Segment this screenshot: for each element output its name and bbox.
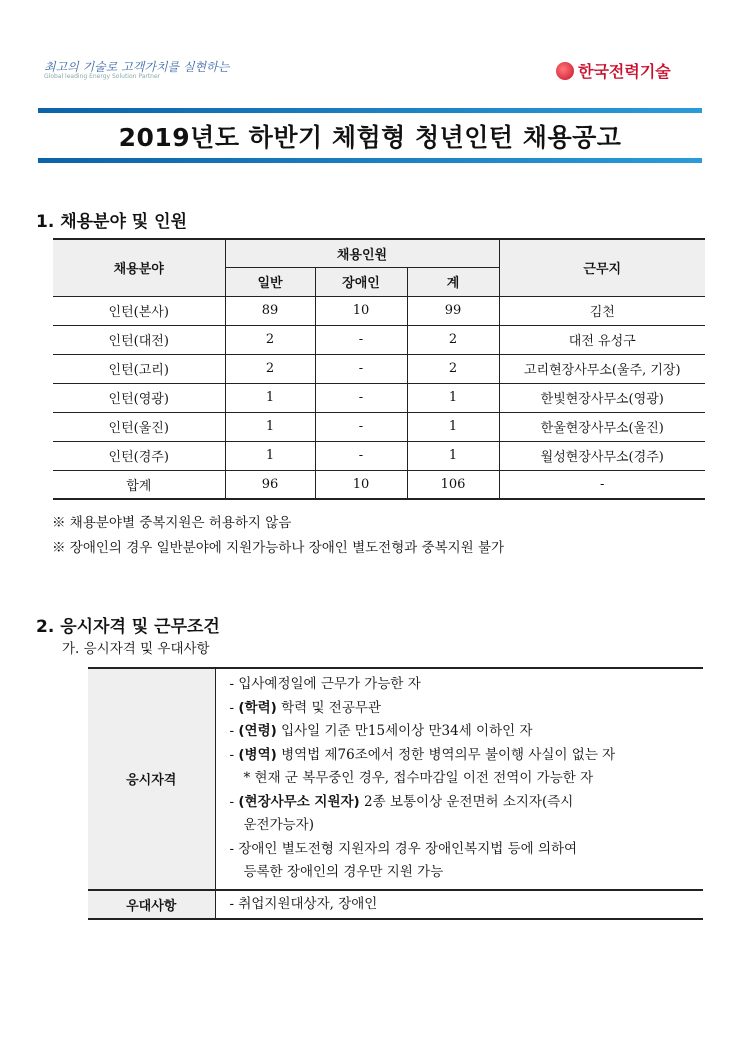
cell-general: 1 [225, 383, 315, 412]
qualification-item [230, 838, 704, 862]
qualification-text: 등록한 장애인의 경우만 지원 가능 [243, 864, 444, 880]
table-row [53, 383, 705, 412]
cell-disabled: - [315, 383, 407, 412]
qualification-item: - (연령) 입사일 기준 만15세이상 만34세 이하인 자 [229, 723, 533, 739]
cell-location: 한빛현장사무소(영광) [499, 383, 705, 412]
qualification-list [215, 668, 703, 890]
qualification-item: - (병역) 병역법 제76조에서 정한 병역의무 불이행 사실이 없는 자 [229, 746, 616, 763]
qualification-text: * 현재 군 복무중인 경우, 접수마감일 이전 전역이 가능한 자 [243, 770, 594, 786]
header-recruit: 채용인원 [225, 239, 499, 267]
qualification-label: 응시자격 [88, 668, 215, 890]
cell-total: 99 [407, 296, 499, 325]
cell-general: 1 [225, 412, 315, 441]
table-row [53, 296, 705, 325]
cell-total: 1 [407, 412, 499, 441]
cell-total: 1 [407, 383, 499, 412]
section2-heading: 2. 응시자격 및 근무조건 [36, 617, 220, 637]
table-row [53, 325, 705, 354]
qualification-item [230, 814, 704, 838]
table-row [53, 412, 705, 441]
table-row [53, 441, 705, 470]
header-total: 계 [407, 267, 499, 296]
qualification-text: - 입사예정일에 근무가 가능한 자 [229, 676, 421, 692]
preference-label: 우대사항 [88, 890, 215, 920]
qualification-text: 병역법 제76조에서 정한 병역의무 불이행 사실이 없는 자 [276, 746, 616, 763]
qualification-keyword: (연령) [238, 723, 277, 739]
cell-location: 고리현장사무소(울주, 기장) [499, 354, 705, 383]
cell-total: 1 [407, 441, 499, 470]
cell-field: 합계 [53, 470, 225, 499]
note-1: ※ 채용분야별 중복지원은 허용하지 않음 [52, 515, 292, 531]
section2-subheading: 가. 응시자격 및 우대사항 [62, 641, 210, 657]
cell-general: 1 [225, 441, 315, 470]
cell-field: 인턴(울진) [53, 412, 225, 441]
cell-general: 89 [225, 296, 315, 325]
qualification-table [88, 667, 703, 920]
qualification-keyword: (학력) [238, 699, 277, 716]
qualification-keyword: (병역) [238, 746, 277, 763]
qualification-text: 학력 및 전공무관 [276, 699, 381, 716]
cell-disabled: 10 [315, 470, 407, 499]
cell-location: 대전 유성구 [499, 325, 705, 354]
qualification-text: 2종 보통이상 운전면허 소지자(즉시 [359, 793, 574, 810]
cell-field: 인턴(본사) [53, 296, 225, 325]
table-row [53, 354, 705, 383]
cell-location: 한울현장사무소(울진) [499, 412, 705, 441]
cell-location: 월성현장사무소(경주) [499, 441, 705, 470]
qualification-item [230, 767, 704, 791]
table-row [53, 470, 705, 499]
header-field: 채용분야 [53, 239, 225, 296]
company-name: 한국전력기술 [578, 62, 671, 81]
cell-field: 인턴(고리) [53, 354, 225, 383]
section1-heading: 1. 채용분야 및 인원 [36, 212, 187, 232]
cell-location: - [499, 470, 705, 499]
qualification-text: - 장애인 별도전형 지원자의 경우 장애인복지법 등에 의하여 [229, 840, 578, 857]
qualification-text: 운전가능자) [243, 817, 314, 833]
company-logo [556, 59, 671, 82]
note-2: ※ 장애인의 경우 일반분야에 지원가능하나 장애인 별도전형과 중복지원 불가 [52, 540, 505, 556]
cell-disabled: - [315, 325, 407, 354]
preference-text: - 취업지원대상자, 장애인 [215, 890, 703, 920]
cell-general: 2 [225, 325, 315, 354]
recruitment-table [53, 238, 705, 500]
cell-field: 인턴(대전) [53, 325, 225, 354]
slogan-subtitle: Global leading Energy Solution Partner [44, 73, 161, 80]
page-title: 2019년도 하반기 체험형 청년인턴 채용공고 [118, 123, 622, 152]
header-general: 일반 [225, 267, 315, 296]
qualification-text: 입사일 기준 만15세이상 만34세 이하인 자 [276, 723, 533, 739]
qualification-keyword: (현장사무소 지원자) [238, 793, 360, 810]
cell-total: 2 [407, 354, 499, 383]
title-rule-top [38, 108, 702, 113]
cell-field: 인턴(영광) [53, 383, 225, 412]
logo-mark-icon [556, 62, 574, 80]
qualification-item [230, 861, 704, 885]
slogan-logo: 최고의 기술로 고객가치를 실현하는 [44, 60, 230, 74]
title-rule-bottom [38, 158, 702, 163]
cell-field: 인턴(경주) [53, 441, 225, 470]
cell-location: 김천 [499, 296, 705, 325]
cell-general: 2 [225, 354, 315, 383]
cell-disabled: 10 [315, 296, 407, 325]
qualification-item [230, 673, 704, 697]
cell-general: 96 [225, 470, 315, 499]
qualification-item: - (학력) 학력 및 전공무관 [229, 699, 381, 716]
header-location: 근무지 [499, 239, 705, 296]
cell-disabled: - [315, 354, 407, 383]
qualification-item: - (현장사무소 지원자) 2종 보통이상 운전면허 소지자(즉시 [229, 793, 574, 810]
cell-total: 106 [407, 470, 499, 499]
cell-total: 2 [407, 325, 499, 354]
cell-disabled: - [315, 441, 407, 470]
header-disabled: 장애인 [315, 267, 407, 296]
cell-disabled: - [315, 412, 407, 441]
